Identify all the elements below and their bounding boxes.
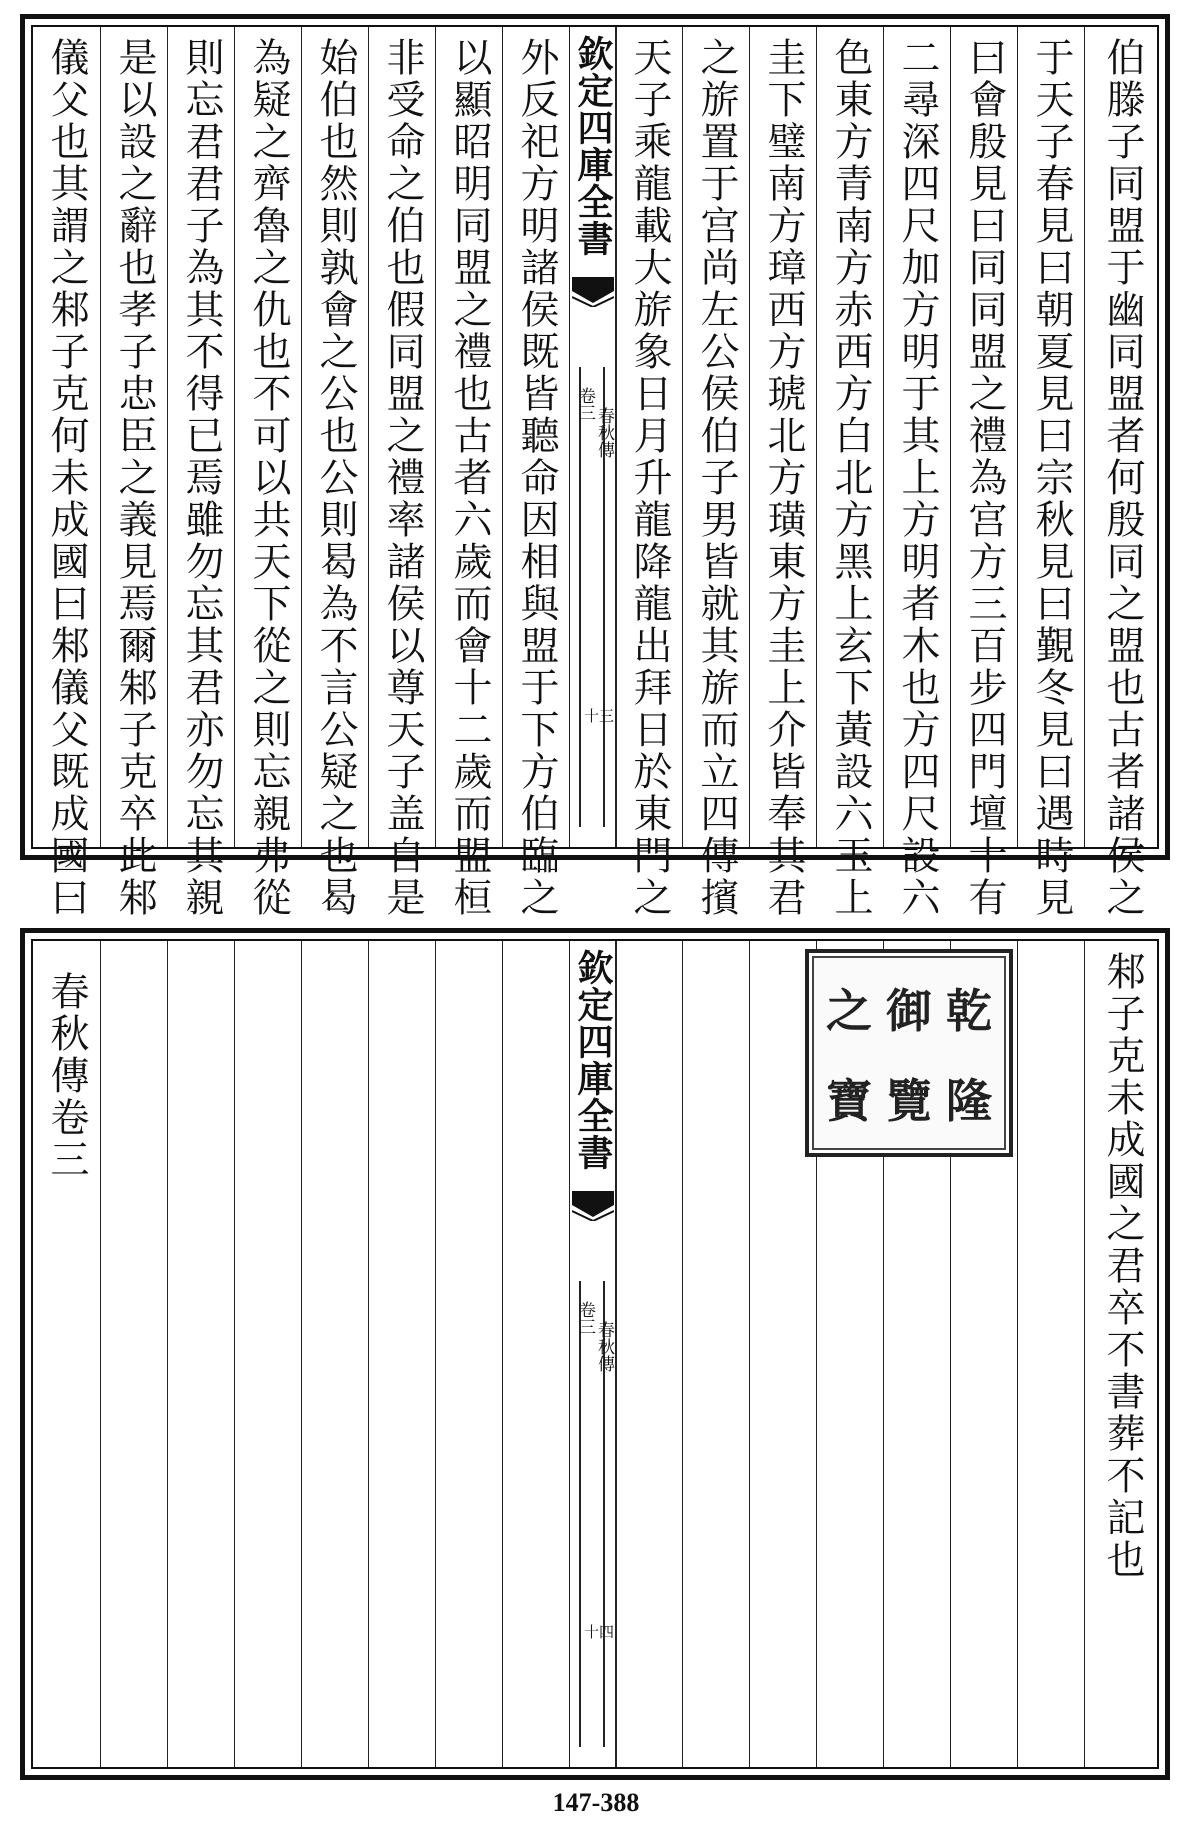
volume-label: 卷三	[575, 1301, 595, 1335]
text-column	[301, 27, 367, 919]
text-column	[1017, 27, 1083, 919]
seal-char: 御	[886, 984, 932, 1038]
text-column	[502, 27, 568, 919]
column-text: 則忘君君子為其不得已焉雖勿忘其君亦勿忘其親	[179, 37, 224, 919]
seal-char: 乾	[946, 984, 992, 1038]
top-page-frame	[31, 25, 1159, 919]
page-number: 147-388	[552, 1788, 640, 1817]
seal-char: 寶	[826, 1074, 872, 1128]
folio-number: 十四	[584, 1623, 615, 1641]
seal-grid	[819, 963, 999, 1143]
seal-char: 隆	[946, 1074, 992, 1128]
text-column	[950, 27, 1016, 919]
series-title: 欽定四庫全書	[572, 35, 614, 257]
center-fold-strip	[569, 27, 617, 847]
column-text: 是以設之辭也孝子忠臣之義見焉爾邾子克卒此邾	[112, 37, 157, 919]
column-text: 以顯昭明同盟之禮也古者六歲而會十二歲而盟桓	[447, 37, 492, 919]
bottom-page	[20, 928, 1170, 1780]
center-fold-strip	[569, 941, 617, 1767]
text-column	[1084, 27, 1158, 919]
text-column	[100, 27, 166, 919]
column-text: 外反祀方明諸侯既皆聽命因相與盟于下方伯臨之	[514, 37, 559, 919]
fish-tail-mark	[572, 277, 614, 307]
column-text: 儀父也其謂之邾子克何未成國曰邾儀父既成國曰	[44, 37, 89, 919]
text-column	[749, 27, 815, 919]
empty-column	[682, 941, 748, 1767]
column-text: 天子乘龍載大旂象日月升龍降龍出拜日於東門之	[627, 37, 672, 919]
text-column	[883, 27, 949, 919]
empty-column	[368, 941, 434, 1767]
column-text: 曰會殷見曰同同盟之禮為宫方三百步四門壇十有	[962, 37, 1007, 919]
top-page	[20, 14, 1170, 919]
column-text: 于天子春見曰朝夏見曰宗秋見曰覲冬見曰遇時見	[1029, 37, 1074, 919]
empty-column	[301, 941, 367, 1767]
text-column	[33, 27, 99, 919]
text-column	[368, 27, 434, 919]
strip-rule	[579, 1281, 581, 1747]
text-column	[234, 27, 300, 919]
column-text: 圭下璧南方璋西方琥北方璜東方圭上介皆奉其君	[761, 37, 806, 919]
text-column	[435, 27, 501, 919]
empty-column	[615, 941, 681, 1767]
empty-column	[435, 941, 501, 1767]
text-column	[816, 27, 882, 919]
text-column	[615, 27, 681, 919]
fish-tail-mark	[572, 1191, 614, 1221]
empty-column	[1017, 941, 1083, 1767]
book-title: 春秋傳	[594, 1321, 614, 1372]
empty-column	[167, 941, 233, 1767]
bottom-page-frame	[31, 939, 1159, 1769]
empty-column	[100, 941, 166, 1767]
empty-column	[234, 941, 300, 1767]
strip-rule	[579, 367, 581, 827]
closing-title: 春秋傳卷三	[44, 971, 89, 1181]
column-text: 始伯也然則孰會之公也公則曷為不言公疑之也曷	[313, 37, 358, 919]
imperial-seal	[805, 949, 1013, 1157]
column-text: 邾子克未成國之君卒不書葬不記也	[1100, 951, 1145, 1581]
column-text: 二尋深四尺加方明于其上方明者木也方四尺設六	[895, 37, 940, 919]
folio-number: 十三	[584, 707, 615, 725]
seal-char: 之	[826, 984, 872, 1038]
text-column	[33, 941, 99, 1767]
column-text: 非受命之伯也假同盟之禮率諸侯以尊天子盖自是	[380, 37, 425, 919]
text-column	[682, 27, 748, 919]
column-text: 伯滕子同盟于幽同盟者何殷同之盟也古者諸侯之	[1100, 37, 1145, 919]
book-title: 春秋傳	[594, 407, 614, 458]
series-title: 欽定四庫全書	[572, 949, 614, 1171]
column-text: 為疑之齊魯之仇也不可以共天下從之則忘親弗從	[246, 37, 291, 919]
volume-label: 卷三	[575, 387, 595, 421]
text-column	[1084, 941, 1158, 1767]
column-text: 之旂置于宫尚左公侯伯子男皆就其旂而立四傳擯	[694, 37, 739, 919]
empty-column	[502, 941, 568, 1767]
seal-char: 覽	[886, 1074, 932, 1128]
column-text: 色東方青南方赤西方白北方黑上玄下黃設六玉上	[828, 37, 873, 919]
text-column	[167, 27, 233, 919]
